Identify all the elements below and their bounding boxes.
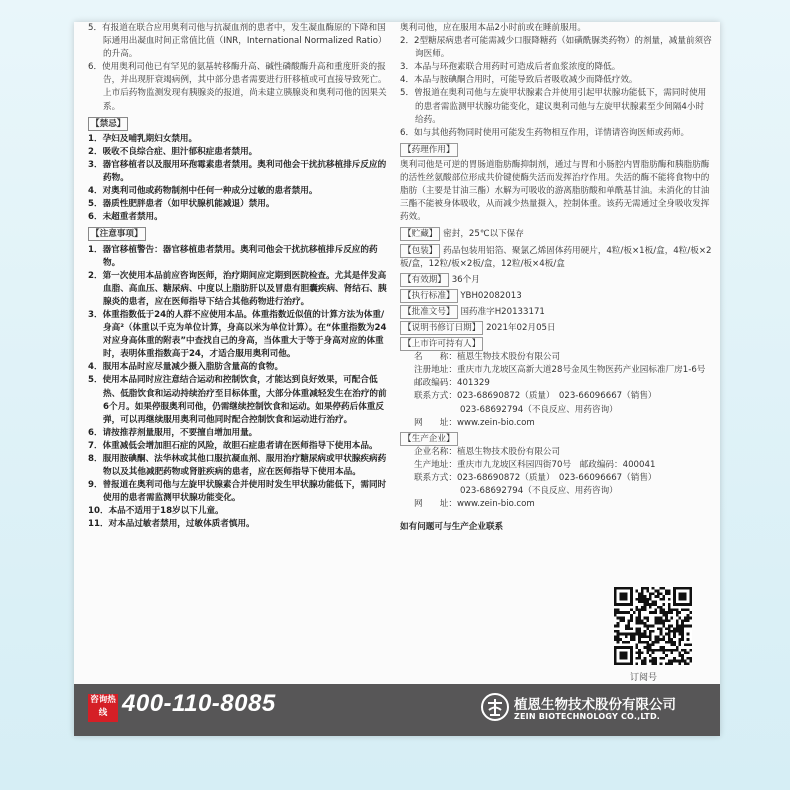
note-item: 11．对本品过敏者禁用，过敏体质者慎用。 — [88, 519, 255, 530]
interaction-item: 5．曾报道在奥利司他与左旋甲状腺素合并使用引起甲状腺功能低下，需同时使用的患者需监测甲状腺功能变化，建议奥利司他与左旋甲状腺素至少间隔4小时给药。 — [400, 88, 707, 125]
precaution-item: 5．有报道在联合应用奥利司他与抗凝血剂的患者中，发生凝血酶原的下降和国际通用出凝血时间正常值比值（INR，International Normalized Ratio）的升高。 — [88, 23, 387, 60]
approval-row: 【批准文号】 国药准字H20133171 — [400, 305, 712, 319]
note-item: 6．请按推荐剂量服用，不要擅自增加用量。 — [88, 427, 258, 438]
right-column — [400, 22, 712, 534]
contraindications-list — [88, 133, 388, 225]
note-item: 4．服用本品时应尽量减少摄入脂肪含量高的食物。 — [88, 362, 284, 373]
hotline-badge: 咨询热线 — [88, 694, 118, 722]
mah-info: 名 称：植恩生物技术股份有限公司 注册地址：重庆市九龙坡区高新大道28号金凤生物医药产业园标准厂房1-6号 邮政编码：401329 联系方式：023-68690872（质量） 023-66096667（销售） 023-68692794（不良反应、用药咨询） 网 址：www.zein-bio.com — [414, 352, 706, 428]
contraindications-heading: 【禁忌】 — [88, 117, 388, 131]
contraindication-item: 6．未超重者禁用。 — [88, 212, 163, 223]
manufacturer-heading: 【生产企业】 — [400, 432, 712, 446]
validity-row: 【有效期】 36个月 — [400, 273, 712, 287]
interaction-item: 4．本品与胺碘酮合用时，可能导致后者吸收减少而降低疗效。 — [400, 75, 638, 86]
precaution-item: 6．使用奥利司他已有罕见的氨基转移酶升高、碱性磷酸酶升高和重度肝炎的报告，并出现肝衰竭病例，其中部分患者需要进行肝移植或可直接导致死亡。上市后药物监测发现有胰腺炎的报道，尚未建立胰腺炎和奥利司他的因果关系。 — [88, 62, 387, 112]
notes-list — [88, 244, 388, 532]
hotline-number[interactable]: 400-110-8085 — [122, 690, 276, 717]
note-item: 8．服用胺碘酮、法华林或其他口服抗凝血剂、服用治疗糖尿病或甲状腺疾病药物以及其他减肥药物或肾脏疾病的患者，应在医师指导下使用本品。 — [88, 454, 387, 478]
note-item: 10．本品不适用于18岁以下儿童。 — [88, 506, 224, 517]
standard-row: 【执行标准】 YBH02082013 — [400, 289, 712, 303]
revision-row: 【说明书修订日期】 2021年02月05日 — [400, 321, 712, 335]
qr-caption: 订阅号 — [630, 673, 658, 683]
notes-heading: 【注意事项】 — [88, 227, 388, 241]
contact-note: 如有问题可与生产企业联系 — [400, 522, 504, 533]
left-precautions — [88, 22, 388, 114]
note-item: 9．曾报道在奥利司他与左旋甲状腺素合并使用时发生甲状腺功能低下，需同时使用的患者需监测甲状腺功能变化。 — [88, 480, 387, 504]
contraindication-item: 1．孕妇及哺乳期妇女禁用。 — [88, 133, 198, 144]
company-logo-icon — [480, 692, 510, 722]
note-item: 3．体重指数低于24的人群不应使用本品。体重指数近似值的计算方法为体重/身高²（体重以千克为单位计算，身高以米为单位计算）。在“体重指数为24对应身高体重的附表”中查找自己的身高，当体重大于等于身高对应的体重时，表明体重指数高于24，才适合服用奥利司他。 — [88, 309, 387, 360]
left-column — [88, 22, 388, 532]
note-item: 2．第一次使用本品前应咨询医师，治疗期间应定期到医院检查。尤其是伴发高血脂、高血压、糖尿病、中度以上脂肪肝以及冒患有胆囊疾病、肾结石、胰腺炎的患者，应在医师指导下结合其他药物进行治疗。 — [88, 270, 387, 307]
note-item: 1．器官移植警告：器官移植患者禁用。奥利司他会干扰抗移植排斥反应的药物。 — [88, 244, 378, 268]
interactions-list — [400, 22, 712, 140]
contraindication-item: 3．器官移植者以及服用环孢霉素患者禁用。奥利司他会干扰抗移植排斥反应的药物。 — [88, 159, 387, 184]
manufacturer-info: 企业名称：植恩生物技术股份有限公司 生产地址：重庆市九龙坡区科园四街70号 邮政编码：400041 联系方式：023-68690872（质量） 023-66096667（销售） 023-68692794（不良反应、用药咨询） 网 址：www.zein-bio.com — [414, 446, 657, 510]
footer-bar — [74, 684, 720, 736]
pharmacology-text: 奥利司他是可逆的胃肠道脂肪酶抑制剂，通过与胃和小肠腔内胃脂肪酶和胰脂肪酶的活性丝氨酸部位形成共价键使酶失活而发挥治疗作用。失活的酶不能将食物中的脂肪（主要是甘油三酯）水解为可吸收的游离脂肪酸和单酰基甘油。未消化的甘油三酯不能被身体吸收，从而减少热量摄入，控制体重。该药无需通过全身吸收发挥药效。 — [400, 159, 710, 223]
interaction-item: 2．2型糖尿病患者可能需减少口服降糖药（如磺酰脲类药物）的剂量，减量前须咨询医师。 — [400, 36, 712, 60]
company-name-en: ZEIN BIOTECHNOLOGY CO.,LTD. — [514, 712, 661, 721]
interaction-item: 6．如与其他药物同时使用可能发生药物相互作用，详情请咨询医师或药师。 — [400, 127, 690, 138]
mah-website-link[interactable]: www.zein-bio.com — [456, 417, 535, 428]
note-item: 7．体重减低会增加胆石症的风险，故胆石症患者请在医师指导下使用本品。 — [88, 440, 378, 451]
note-item: 5．使用本品同时应注意结合运动和控制饮食，才能达到良好效果，可配合低热、低脂饮食和运动持续治疗至目标体重，大部分体重减轻发生在治疗的前6个月。如果停服奥利司他，仍需继续控制饮食和运动。如果停药后体重反弹，可以再继续服用奥利司他同时配合控制饮食和运动进行治疗。 — [88, 375, 387, 425]
package-row: 【包装】 药品包装用铝箔、聚氯乙烯固体药用硬片，4粒/板×1板/盒，4粒/板×2板/盒，12粒/板×2板/盒，12粒/板×4板/盒 — [400, 245, 712, 269]
interaction-item: 奥利司他，应在服用本品2小时前或在睡前服用。 — [400, 23, 586, 33]
company-name-cn: 植恩生物技术股份有限公司 — [514, 697, 676, 713]
leaflet-page — [74, 22, 720, 736]
manufacturer-website-link[interactable]: www.zein-bio.com — [456, 499, 535, 510]
storage-row: 【贮藏】 密封，25℃以下保存 — [400, 227, 712, 241]
contraindication-item: 5．器质性肥胖患者（如甲状腺机能减退）禁用。 — [88, 199, 275, 210]
contraindication-item: 2．吸收不良综合症、胆汁郁积症患者禁用。 — [88, 146, 258, 157]
interaction-item: 3．本品与环孢素联合用药时可造成后者血浆浓度的降低。 — [400, 62, 621, 73]
pharmacology-heading: 【药理作用】 — [400, 143, 712, 157]
contraindication-item: 4．对奥利司他或药物制剂中任何一种成分过敏的患者禁用。 — [88, 186, 318, 197]
qr-code-icon[interactable] — [614, 587, 692, 665]
mah-heading: 【上市许可持有人】 — [400, 337, 712, 351]
